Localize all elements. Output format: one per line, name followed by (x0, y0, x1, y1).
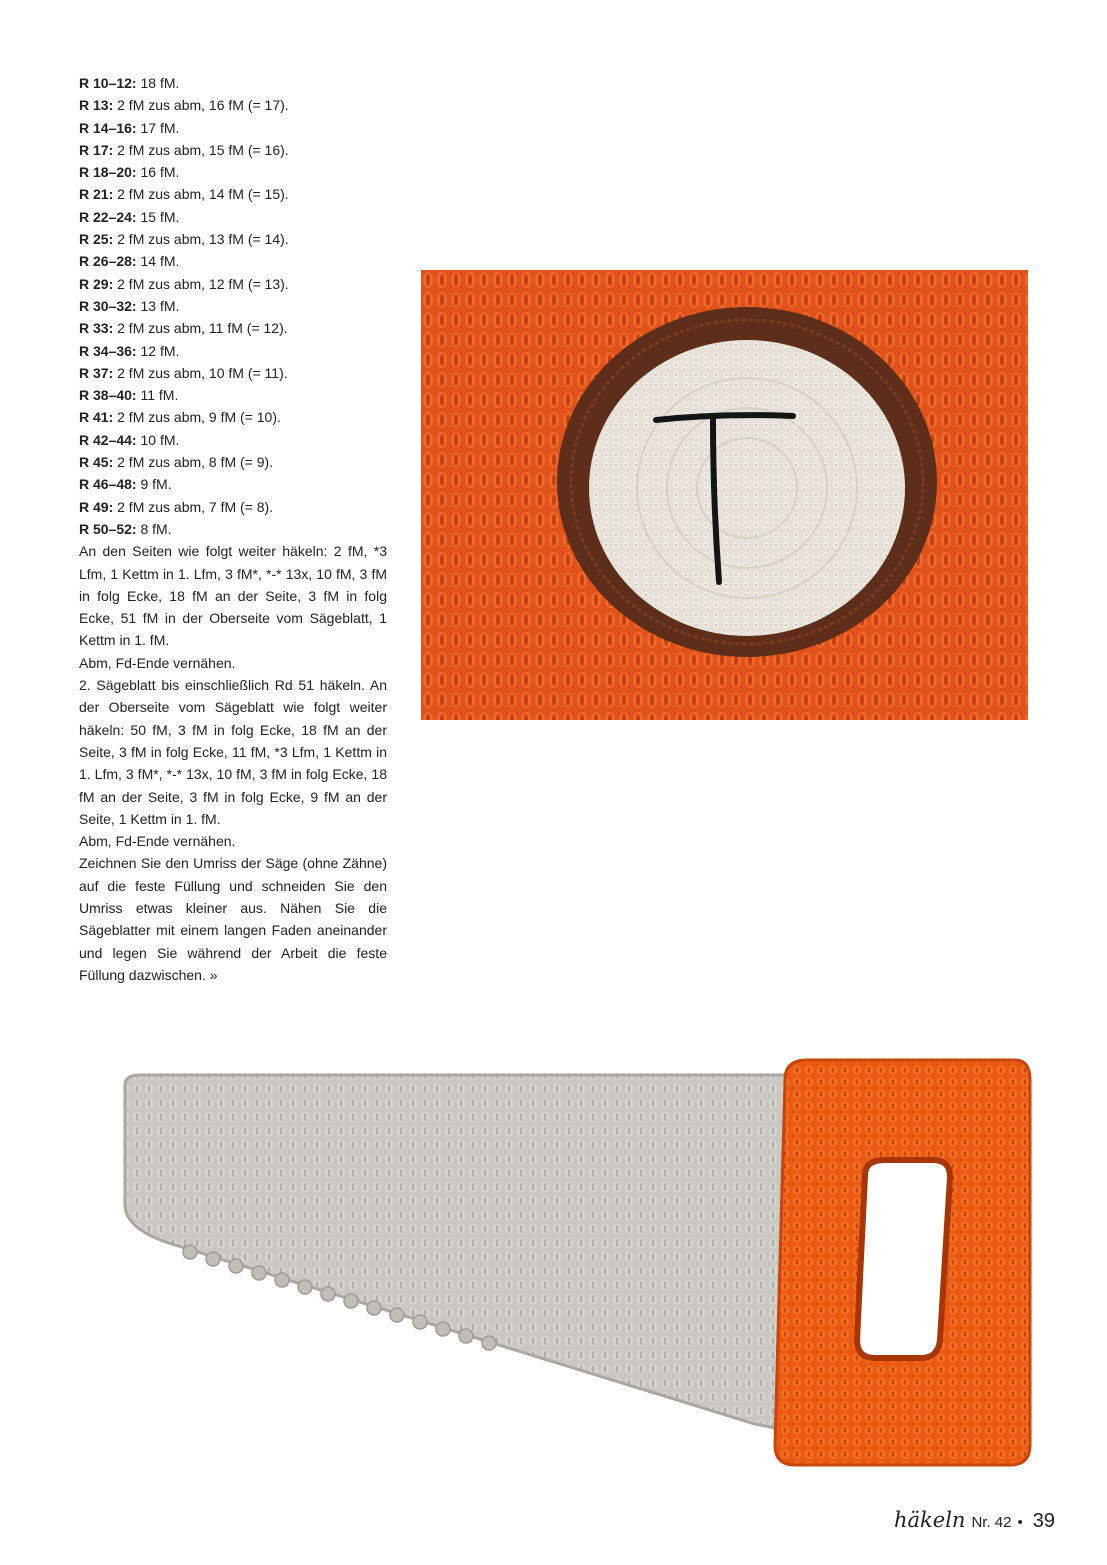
row-instruction: R 17: 2 fM zus abm, 15 fM (= 16). (79, 141, 289, 158)
row-instruction: R 22–24: 15 fM. (79, 208, 180, 225)
letter-patch-image (421, 270, 1028, 720)
row-instruction: R 45: 2 fM zus abm, 8 fM (= 9). (79, 454, 274, 471)
paragraph-assembly: Zeichnen Sie den Umriss der Säge (ohne Zähne) auf die feste Füllung und schneiden Sie den Umriss etwas kleiner aus. Nähen Sie die Sägeblatter mit einem langen Faden aneinander und legen Sie während der Arbeit die feste Füllung dazwischen. » (79, 855, 387, 983)
row-instruction: R 29: 2 fM zus abm, 12 fM (= 13). (79, 275, 289, 292)
row-instruction: R 33: 2 fM zus abm, 11 fM (= 12). (79, 320, 288, 337)
photo-crochet-saw (95, 1040, 1075, 1470)
row-instruction: R 50–52: 8 fM. (79, 520, 172, 537)
paragraph-side-edges: An den Seiten wie folgt weiter häkeln: 2 fM, *3 Lfm, 1 Kettm in 1. Lfm, 3 fM*, *-* 13x, 10 fM, 3 fM in folg Ecke, 18 fM an der Seite, 3 fM in folg Ecke, 51 fM in der Oberseite vom Sägeblatt, 1 Kettm in 1. fM. (79, 543, 387, 649)
row-instruction: R 49: 2 fM zus abm, 7 fM (= 8). (79, 498, 274, 515)
saw-handle (775, 1060, 1030, 1465)
magazine-name: häkeln (894, 1508, 966, 1532)
row-instruction: R 26–28: 14 fM. (79, 253, 180, 270)
paragraph-finish-2: Abm, Fd-Ende vernähen. (79, 833, 236, 850)
row-instruction: R 13: 2 fM zus abm, 16 fM (= 17). (79, 97, 289, 114)
row-instruction: R 46–48: 9 fM. (79, 476, 172, 493)
row-instruction: R 42–44: 10 fM. (79, 431, 180, 448)
issue-number: Nr. 42 (971, 1514, 1012, 1531)
page-number: 39 (1032, 1510, 1055, 1532)
row-list (79, 72, 387, 540)
row-instruction: R 21: 2 fM zus abm, 14 fM (= 15). (79, 186, 289, 203)
row-instruction: R 37: 2 fM zus abm, 10 fM (= 11). (79, 364, 288, 381)
saw-blade (125, 1075, 785, 1430)
row-instruction: R 38–40: 11 fM. (79, 387, 179, 404)
saw-image (95, 1040, 1075, 1470)
paragraph-finish-1: Abm, Fd-Ende vernähen. (79, 654, 236, 671)
instructions-column (79, 72, 387, 986)
footer-bullet: • (1017, 1514, 1023, 1531)
page-footer (894, 1508, 1055, 1538)
handle-grip-hole (857, 1160, 950, 1358)
row-instruction: R 18–20: 16 fM. (79, 164, 180, 181)
photo-letter-patch (421, 270, 1028, 720)
row-instruction: R 34–36: 12 fM. (79, 342, 180, 359)
row-instruction: R 25: 2 fM zus abm, 13 fM (= 14). (79, 231, 289, 248)
row-instruction: R 30–32: 13 fM. (79, 297, 180, 314)
row-instruction: R 10–12: 18 fM. (79, 75, 180, 91)
row-instruction: R 14–16: 17 fM. (79, 119, 180, 136)
row-instruction: R 41: 2 fM zus abm, 9 fM (= 10). (79, 409, 281, 426)
paragraph-second-blade: 2. Sägeblatt bis einschließlich Rd 51 häkeln. An der Oberseite vom Sägeblatt wie folgt weiter häkeln: 50 fM, 3 fM in folg Ecke, 18 fM an der Seite, 3 fM in folg Ecke, 11 fM, *3 Lfm, 1 Kettm in 1. Lfm, 3 fM*, *-* 13x, 10 fM, 3 fM in folg Ecke, 18 fM an der Seite, 3 fM in folg Ecke, 9 fM an der Seite, 1 Kettm in 1. fM. (79, 677, 387, 827)
